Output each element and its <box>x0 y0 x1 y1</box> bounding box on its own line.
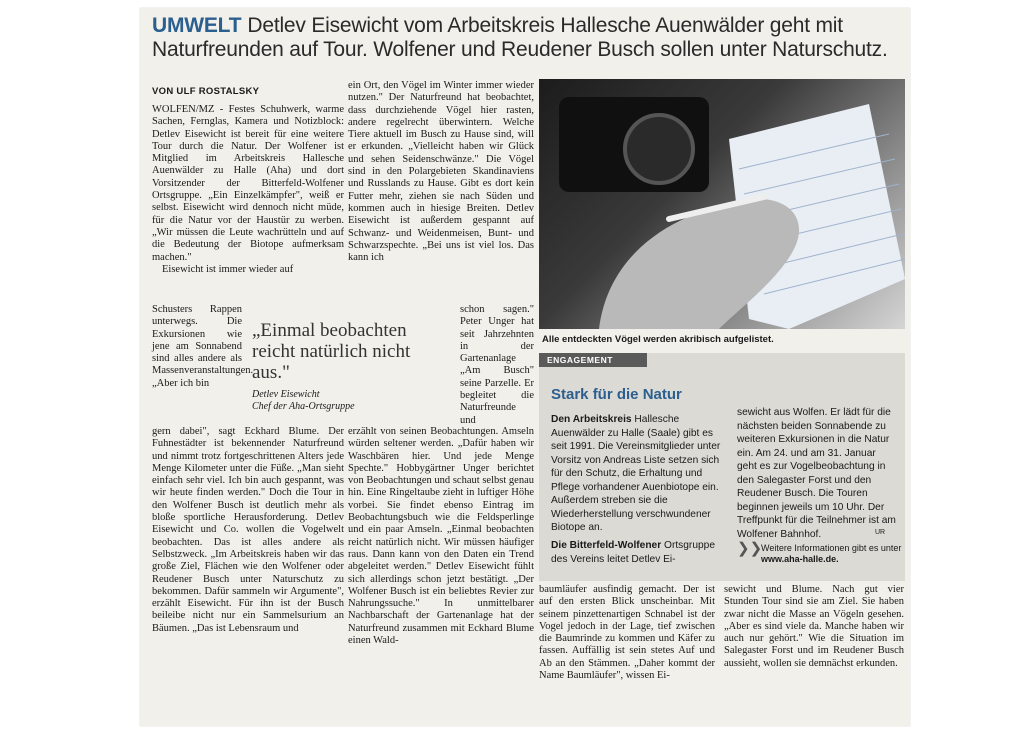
paragraph: gern dabei", sagt Eckhard Blume. Der Fuhnestädter ist bekennender Naturfreund und nimmt trotz fortgeschrittenen Alters jede Menge Kilometer unter die Füße. „Man sieht einfach sehr viel. Ich bin auch gespannt, was wir heute finden werden." Doch die Tour in den Wolfener Busch ist deutlich mehr als bloße sportliche Herausforderung. Detlev Eisewicht und Co. wollen die Vogelwelt beobachten. Das ist alles andere als Selbstzweck. „Im Arbeitskreis haben wir das große Ziel, Flächen wie den Wolfener oder Reudener Busch unter Naturschutz zu bekommen. Dafür sammeln wir Argumente", erzählt Eisewicht. Für ihn ist der Busch beileibe nicht nur ein Sammelsurium an Bäumen. „Das ist Lebensraum und <box>152 426 344 634</box>
body-column-3 <box>539 584 715 682</box>
headline-block <box>152 14 902 62</box>
author-initials: UR <box>875 529 886 536</box>
body-column-1-narrow <box>152 304 254 390</box>
info-box-paragraph-1 <box>551 413 727 535</box>
body-column-2-bottom <box>348 426 534 647</box>
headline: Detlev Eisewicht vom Arbeitskreis Hallesche Auenwälder geht mit Naturfreunden auf Tour. Wolfener und Reudener Busch sollen unter Naturschutz. <box>152 14 888 61</box>
arrow-icon: ❯❯ <box>737 540 763 557</box>
paragraph: ein Ort, den Vögel im Winter immer wieder nutzen." Der Naturfreund hat beobachtet, dass durchziehende Vögel hier rasten, andere regelrecht überwintern. Welche Tiere aktuell im Busch zu Hause sind, will er erkunden. „Vielleicht haben wir Glück und sehen Seidenschwänze." Die Vögel sind in den Polargebieten Skandinaviens und Russlands zu Hause. Gibt es dort kein Futter mehr, ziehen sie nach Süden und kommen auch in hiesige Breiten. Detlev Eisewicht ist außerdem gespannt auf Schwanz- und Weidenmeisen, Bunt- und Schwarzspechte. „Bei uns ist viel los. Das kann ich <box>348 80 534 264</box>
newspaper-clipping <box>140 8 910 726</box>
pull-quote-text: „Einmal beobachten reicht natürlich nicht aus." <box>252 320 411 383</box>
body-column-1-bottom <box>152 426 344 635</box>
info-box-paragraph-3: sewicht aus Wolfen. Er lädt für die nächsten beiden Sonnabende zu weiteren Exkursionen in die Natur ein. Am 24. und am 31. Januar geht es zur Vogelbeobachtung in den Salegaster Forst und den Reudener Busch. Die Touren beginnen jeweils um 10 Uhr. Der Treffpunkt für die Teilnehmer ist am Wolfener Bahnhof. <box>737 407 896 540</box>
lead-in: Die Bitterfeld-Wolfener <box>551 540 662 551</box>
body-column-2-narrow <box>460 304 534 427</box>
pull-quote-attribution <box>252 389 448 413</box>
paragraph: erzählt von seinen Beobachtungen. Amseln würden seltener werden. „Dafür haben wir Waschbären hier. Und jede Menge Spechte." Hobbygärtner Unger berichtet von Beobachtungen und schaut selbst genau hin. Eine Ringeltaube zieht in luftiger Höhe vorbei. Sie findet ebenso Eintrag im Beobachtungsbuch wie die Feldsperlinge und ein paar Amseln. „Einmal beobachten reicht natürlich nicht. Wir müssen häufiger raus. Dann kann von den Daten ein Trend abgeleitet werden." Detlev Eisewicht fühlt sich allerdings schon jetzt bestätigt. „Der Wolfener Busch ist ein beliebtes Revier zur Nahrungssuche." In unmittelbarer Nachbarschaft der Gartenanlage hat der Naturfreund zusammen mit Eckhard Blume einen Wald- <box>348 426 534 647</box>
info-box <box>539 353 905 581</box>
paragraph: schon sagen." Peter Unger hat seit Jahrzehnten in der Gartenanlage „Am Busch" seine Parzelle. Er begleitet die Naturfreunde und <box>460 304 534 426</box>
pull-quote-role: Chef der Aha-Ortsgruppe <box>252 401 355 412</box>
more-info-text: Weitere Informationen gibt es unter <box>761 543 902 553</box>
more-info <box>737 540 910 565</box>
body-column-2-top <box>348 80 534 264</box>
paragraph: baumläufer ausfindig gemacht. Der ist auf den ersten Blick unscheinbar. Mit seinem pinzettenartigen Schnabel ist der Vogel jedoch in der Lage, tief zwischen die Baumrinde zu kommen und Käfer zu fassen. Auffällig ist sein stetes Auf und Ab an den Stämmen. „Daher kommt der Name Baumläufer", wissen Ei- <box>539 584 715 682</box>
info-box-tag: ENGAGEMENT <box>539 353 647 367</box>
article-photo <box>539 79 905 329</box>
paragraph: WOLFEN/MZ - Festes Schuhwerk, warme Sachen, Fernglas, Kamera und Notizblock: Detlev Eisewicht ist bereit für eine weitere Tour durch die Natur. Der Wolfener ist Mitglied im Arbeitskreis Hallesche Auenwälder zu Halle (Aha) und dort Vorsitzender der Bitterfeld-Wolfener Ortsgruppe. „Ein Einzelkämpfer", weiß er selbst. Eisewicht wird dennoch nicht müde, für die Natur vor der Haustür zu werben. „Wir müssen die Leute wachrütteln und auf die Bedeutung der Biotope aufmerksam machen." <box>152 104 344 263</box>
body-column-1-top <box>152 104 344 276</box>
photo-illustration <box>539 79 905 329</box>
lead-in: Den Arbeitskreis <box>551 414 632 425</box>
paragraph-text: Hallesche Auenwälder zu Halle (Saale) gibt es seit 1991. Die Vereinsmitglieder unter Vorsitz von Andreas Liste setzen sich für den Schutz, die Erhaltung und Pflege vorhandener Auenbiotope ein. Außerdem streben sie die Wiederherstellung verschwundener Biotope an. <box>551 414 721 533</box>
info-box-title: Stark für die Natur <box>551 386 682 403</box>
paragraph: Eisewicht ist immer wieder auf <box>162 263 294 275</box>
camera-lens <box>625 115 693 183</box>
photo-caption: Alle entdeckten Vögel werden akribisch aufgelistet. <box>542 334 774 345</box>
body-column-4 <box>724 584 904 670</box>
pull-quote <box>252 320 448 413</box>
pull-quote-author: Detlev Eisewicht <box>252 389 320 400</box>
info-box-paragraph-2 <box>551 539 727 566</box>
more-info-url: www.aha-halle.de. <box>761 554 839 564</box>
paragraph-text: Ortsgruppe des Vereins leitet Detlev Ei- <box>551 540 715 565</box>
section-rubric: UMWELT <box>152 14 242 37</box>
paragraph: sewicht und Blume. Nach gut vier Stunden Tour sind sie am Ziel. Sie haben zwar nicht die Masse an Vögeln gesehen. „Aber es sind viele da. Manche haben wir auch nur gehört." Wie die Situation im Salegaster Forst und im Reudener Busch aussieht, wollen sie demnächst erkunden. <box>724 584 904 669</box>
byline: VON ULF ROSTALSKY <box>152 86 260 97</box>
paragraph: Schusters Rappen unterwegs. Die Exkursionen wie jene am Sonnabend sind alles andere als Massenveranstaltungen. „Aber ich bin <box>152 304 254 389</box>
